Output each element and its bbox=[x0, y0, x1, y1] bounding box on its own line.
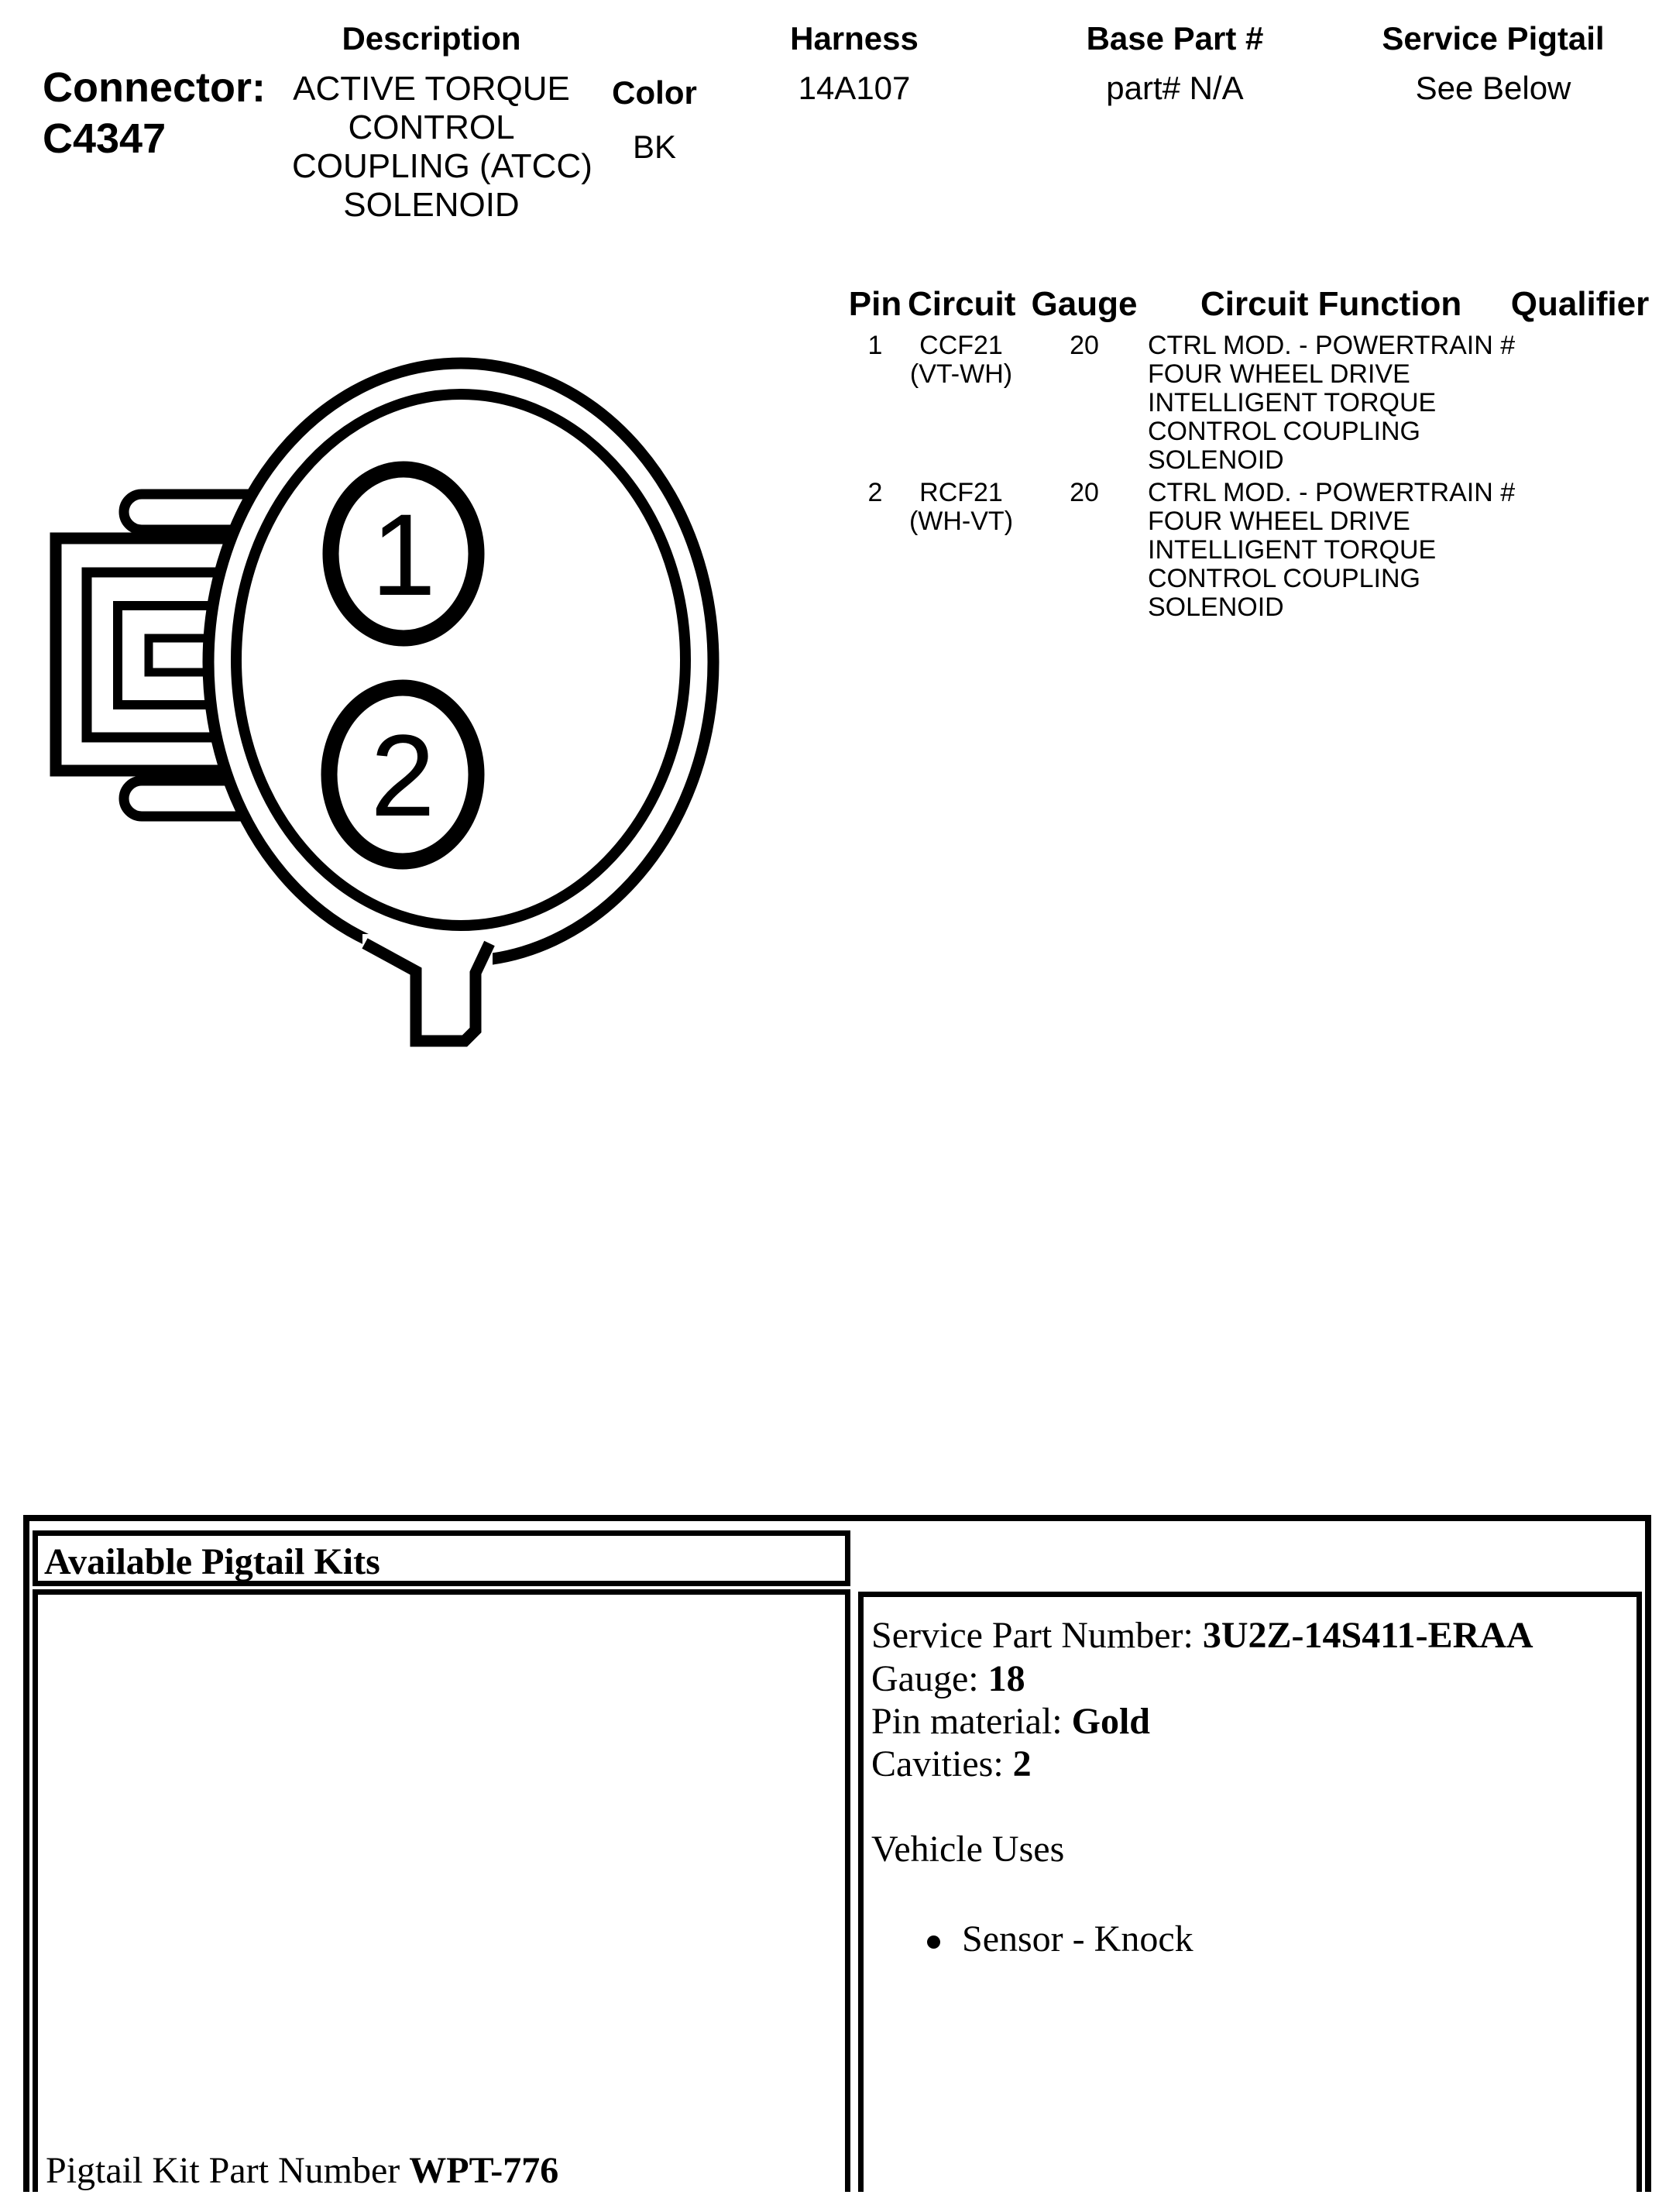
vehicle-uses-item bbox=[927, 1918, 1193, 1960]
service-part-number-line bbox=[871, 1614, 1533, 1657]
available-pigtail-kits-box bbox=[33, 1530, 850, 1586]
circuit-color-code: (VT-WH) bbox=[909, 359, 1013, 389]
cavities-value: 2 bbox=[1012, 1743, 1032, 1784]
description-line: COUPLING (ATCC) bbox=[292, 147, 592, 185]
function-line: SOLENOID bbox=[1148, 445, 1284, 475]
function-line: CTRL MOD. - POWERTRAIN # bbox=[1148, 478, 1516, 507]
base-part-value: part# N/A bbox=[1106, 70, 1244, 106]
pigtail-kit-box bbox=[33, 1589, 850, 2192]
description-header: Description bbox=[342, 20, 521, 57]
vehicle-uses-item-text: Sensor - Knock bbox=[962, 1918, 1193, 1960]
function-line: CONTROL COUPLING bbox=[1148, 417, 1421, 446]
cavities-label: Cavities: bbox=[871, 1743, 1004, 1784]
color-column bbox=[596, 74, 713, 166]
function-line: INTELLIGENT TORQUE bbox=[1148, 535, 1437, 565]
color-value: BK bbox=[632, 129, 677, 165]
connector-inner-ring bbox=[236, 394, 685, 926]
gauge-value: 18 bbox=[987, 1658, 1025, 1699]
pigtail-kit-part-number-line bbox=[46, 2149, 558, 2192]
connector-face-diagram bbox=[31, 333, 728, 1077]
connector-id: C4347 bbox=[43, 115, 167, 162]
circuit-function-cell bbox=[1148, 479, 1520, 622]
circuit-code: CCF21 bbox=[919, 331, 1003, 360]
pin-number: 1 bbox=[867, 331, 883, 360]
connector-label: Connector: bbox=[43, 64, 266, 111]
pin-material-line bbox=[871, 1700, 1150, 1743]
service-pigtail-value: See Below bbox=[1415, 70, 1571, 106]
pin-material-value: Gold bbox=[1071, 1701, 1150, 1742]
connector-title-block bbox=[43, 62, 266, 164]
cavities-line bbox=[871, 1743, 1032, 1785]
base-part-header: Base Part # bbox=[1086, 20, 1264, 57]
function-line: FOUR WHEEL DRIVE bbox=[1148, 507, 1410, 536]
pin-table-header-qualifier: Qualifier bbox=[1510, 285, 1650, 323]
circuit-function-cell bbox=[1148, 331, 1520, 475]
pin-table-header-pin: Pin bbox=[848, 285, 902, 323]
gauge-line bbox=[871, 1657, 1025, 1700]
circuit-code: RCF21 bbox=[919, 478, 1003, 507]
keyway-tab bbox=[365, 943, 489, 1041]
description-line: ACTIVE TORQUE bbox=[293, 70, 570, 108]
function-line: CONTROL COUPLING bbox=[1148, 564, 1421, 593]
circuit-cell bbox=[903, 331, 1019, 389]
circuit-cell bbox=[903, 479, 1019, 536]
description-line: CONTROL bbox=[348, 108, 515, 146]
service-part-number-label: Service Part Number: bbox=[871, 1615, 1193, 1656]
gauge-cell: 20 bbox=[1070, 478, 1099, 507]
description-line: SOLENOID bbox=[343, 186, 520, 224]
base-part-column bbox=[1082, 20, 1268, 107]
pin-1-number: 1 bbox=[371, 489, 436, 620]
pin-number: 2 bbox=[867, 478, 883, 507]
service-pigtail-column bbox=[1377, 20, 1609, 107]
service-pigtail-header: Service Pigtail bbox=[1382, 20, 1605, 57]
function-line: CTRL MOD. - POWERTRAIN # bbox=[1148, 331, 1516, 360]
function-line: FOUR WHEEL DRIVE bbox=[1148, 359, 1410, 389]
pigtail-kit-part-number-value: WPT-776 bbox=[409, 2150, 559, 2191]
bullet-icon bbox=[927, 1936, 940, 1949]
harness-header: Harness bbox=[790, 20, 919, 57]
available-pigtail-kits-title: Available Pigtail Kits bbox=[44, 1541, 380, 1582]
gauge-label: Gauge: bbox=[871, 1658, 979, 1699]
pin-table-header-gauge: Gauge bbox=[1031, 285, 1138, 323]
service-part-number-value: 3U2Z-14S411-ERAA bbox=[1202, 1615, 1533, 1656]
service-part-box bbox=[858, 1592, 1642, 2192]
pin-table-header-function: Circuit Function bbox=[1200, 285, 1462, 323]
pin-2-number: 2 bbox=[370, 710, 435, 840]
function-line: INTELLIGENT TORQUE bbox=[1148, 388, 1437, 417]
vehicle-uses-heading: Vehicle Uses bbox=[871, 1829, 1065, 1870]
harness-column bbox=[785, 20, 924, 107]
pin-material-label: Pin material: bbox=[871, 1701, 1063, 1742]
pigtail-kit-part-number-label: Pigtail Kit Part Number bbox=[46, 2150, 400, 2191]
pin-table-header-circuit: Circuit bbox=[908, 285, 1016, 323]
function-line: SOLENOID bbox=[1148, 592, 1284, 622]
circuit-color-code: (WH-VT) bbox=[908, 507, 1014, 536]
gauge-cell: 20 bbox=[1070, 331, 1099, 360]
description-column bbox=[292, 20, 592, 225]
harness-value: 14A107 bbox=[798, 70, 911, 106]
color-header: Color bbox=[612, 74, 697, 111]
